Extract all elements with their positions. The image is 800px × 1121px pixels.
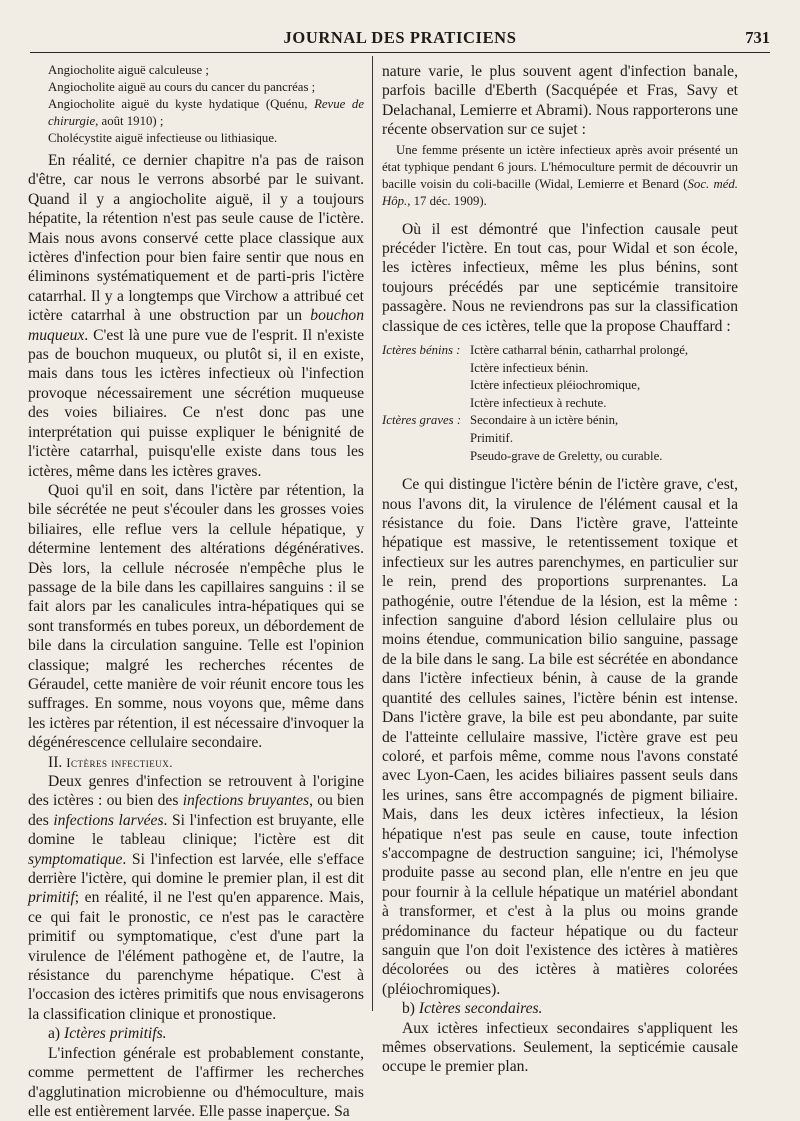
angiocholite-list <box>28 62 364 147</box>
class-row <box>382 342 738 412</box>
subsection-heading: a) Ictères primitifs. <box>48 1025 167 1043</box>
class-item: Primitif. <box>470 431 514 446</box>
chauffard-classification <box>382 342 738 465</box>
list-item: Cholécystite aiguë infectieuse ou lithiasique. <box>48 131 278 145</box>
paragraph: Où il est démontré que l'infection causale peut précéder l'ictère. En tout cas, pour Widal et son école, les ictères infectieux, même les plus bénins, sont toujours précédés par une septicémie transitoire passagère. Nous ne reviendrons pas sur la classification classique de ces ictères, telle que la propose Chauffard : <box>382 220 738 335</box>
section-heading: II. Ictères infectieux. <box>48 753 174 771</box>
page-number: 731 <box>745 28 770 47</box>
column-divider <box>372 56 373 1011</box>
page-header <box>30 28 770 50</box>
class-item: Pseudo-grave de Greletty, ou curable. <box>470 448 663 463</box>
class-item: Ictère infectieux bénin. <box>470 360 589 375</box>
class-item: Secondaire à un ictère bénin, <box>470 413 619 428</box>
paragraph: Quoi qu'il en soit, dans l'ictère par rétention, la bile sécrétée ne peut s'écouler dans les grosses voies biliaires, elle reflue vers la cellule hépatique, y détermine lentement des altérations dégénératives. Dès lors, la cellule nécrosée n'empêche plus le passage de la bile dans les capillaires sanguins : il se fait alors par les canalicules intra-hépatiques qui se sont transformés en tubes poreux, un débordement de bile dans la circulation sanguine. Telle est l'opinion classique; malgré les recherches récentes de Géraudel, cette manière de voir réunit encore tous les suffrages. En somme, nous voyons que, même dans les ictères par rétention, il est nécessaire d'invoquer la dégénérescence cellulaire secondaire. <box>28 481 364 752</box>
paragraph: Aux ictères infectieux secondaires s'appliquent les mêmes observations. Seulement, la septicémie causale occupe le premier plan. <box>382 1019 738 1076</box>
class-item: Ictère catharral bénin, catharrhal prolongé, <box>470 343 689 358</box>
journal-title: JOURNAL DES PRATICIENS <box>283 28 517 47</box>
list-item: Angiocholite aiguë calculeuse ; <box>48 63 209 77</box>
paragraph: L'infection générale est probablement constante, comme permettent de l'affirmer les recherches d'agglutination microbienne ou d'hémoculture, mais elle est entièrement larvée. Elle passe inaperçue. Sa <box>28 1044 364 1120</box>
class-item: Ictère infectieux à rechute. <box>470 395 607 410</box>
class-item: Ictère infectieux pléiochromique, <box>470 378 641 393</box>
header-rule <box>30 52 770 53</box>
quote-text: Une femme présente un ictère infectieux après avoir présenté un état typhique pendant 6 jours. L'hémoculture permit de découvrir un bacille voisin du coli-bacille (Widal, Lemierre et Benard (Soc. méd. Hôp., 17 déc. 1909). <box>382 142 738 208</box>
list-item: Angiocholite aiguë du kyste hydatique (Quénu, Revue de chirurgie, août 1910) ; <box>48 97 365 128</box>
list-item: Angiocholite aiguë au cours du cancer du pancréas ; <box>48 80 316 94</box>
class-row <box>382 412 738 465</box>
class-label: Ictères bénins : <box>382 343 461 358</box>
paragraph: En réalité, ce dernier chapitre n'a pas de raison d'être, car nous le verrons absorbé par le suivant. Quand il y a angiocholite aiguë, il y a toujours hépatite, la rétention n'est pas seule cause de l'ictère. Mais nous avons conservé cette place classique aux ictères d'infection pour bien faire sentir que nous en éliminons systématiquement et de parti-pris l'ictère catarrhal. Il y a longtemps que Virchow a attribué cet ictère catarrhal à une obstruction par un bouchon muqueux. C'est là une pure vue de l'esprit. Il n'existe pas de bouchon muqueux, ou plutôt si, il en existe, mais dans tous les ictères infectieux où l'infection provoque nécessairement une sécrétion muqueuse des voies biliaires. Ce n'est donc pas une interprétation qui puisse expliquer le bénignité de l'ictère catarrhal, puisqu'elle existe dans tous les ictères, même dans les ictères graves. <box>28 152 364 480</box>
paragraph: Deux genres d'infection se retrouvent à l'origine des ictères : ou bien des infections bruyantes, ou bien des infections larvées. Si l'infection est bruyante, elle domine le tableau clinique; l'ictère est dit symptomatique. Si l'infection est larvée, elle s'efface derrière l'ictère, qui domine le premier plan, il est dit primitif; en réalité, il ne l'est qu'en apparence. Mais, ce qui fait le pronostic, ce n'est pas le caractère primitif ou symptomatique, c'est d'une part la virulence de l'élément pathogène et, de l'autre, la résistance du parenchyme hépatique. C'est à l'occasion des ictères primitifs que nous envisagerons la classification clinique et pronostique. <box>28 773 364 1023</box>
observation-quote <box>382 142 738 210</box>
left-column <box>28 62 364 1121</box>
paragraph: Ce qui distingue l'ictère bénin de l'ictère grave, c'est, nous l'avons dit, la virulence de l'élément causal et la résistance du foie. Dans l'ictère grave, l'atteinte hépatique est massive, le retentissement toxique et infectieux sur les autres parenchymes, en particulier sur le rein, prend des proportions surprenantes. La pathogénie, outre l'étendue de la lésion, est la même : infection sanguine d'abord lésion cellulaire plus ou moins étendue, communication bilio sanguine, passage de la bile dans le sang. La bile est sécrétée en abondance dans l'ictère infectieux bénin, à cause de la grande quantité des cellules saines, l'ictère bénin est intense. Dans l'ictère grave, la bile est peu abondante, par suite de l'atteinte cellulaire massive, l'ictère grave est peu coloré, et parfois même, comme nous l'avons constaté avec Lyon-Caen, les acides biliaires passent seuls dans les urines, sans être accompagnés de pigment biliaire. Mais, dans les deux ictères infectieux, la lésion hépatique n'est pas seule en cause, toute infection s'accompagne de destruction sanguine; ici, l'hémolyse produite passe au second plan, elle n'entre en jeu que pour fournir à la cellule hépatique un matériel abondant à transformer, et c'est à la plus ou moins grande prédominance du facteur hépatique ou du facteur sanguin que l'on doit l'existence des ictères à matières décolorées ou des ictères à matières colorées (pléiochromiques). <box>382 476 738 998</box>
subsection-heading: b) Ictères secondaires. <box>402 1000 543 1018</box>
right-column <box>382 62 738 1077</box>
paragraph: nature varie, le plus souvent agent d'infection banale, parfois bacille d'Eberth (Sacquépée et Fras, Savy et Delachanal, Lemierre et Abrami). Nous rapporterons une récente observation sur ce sujet : <box>382 63 738 139</box>
class-label: Ictères graves : <box>382 413 462 428</box>
